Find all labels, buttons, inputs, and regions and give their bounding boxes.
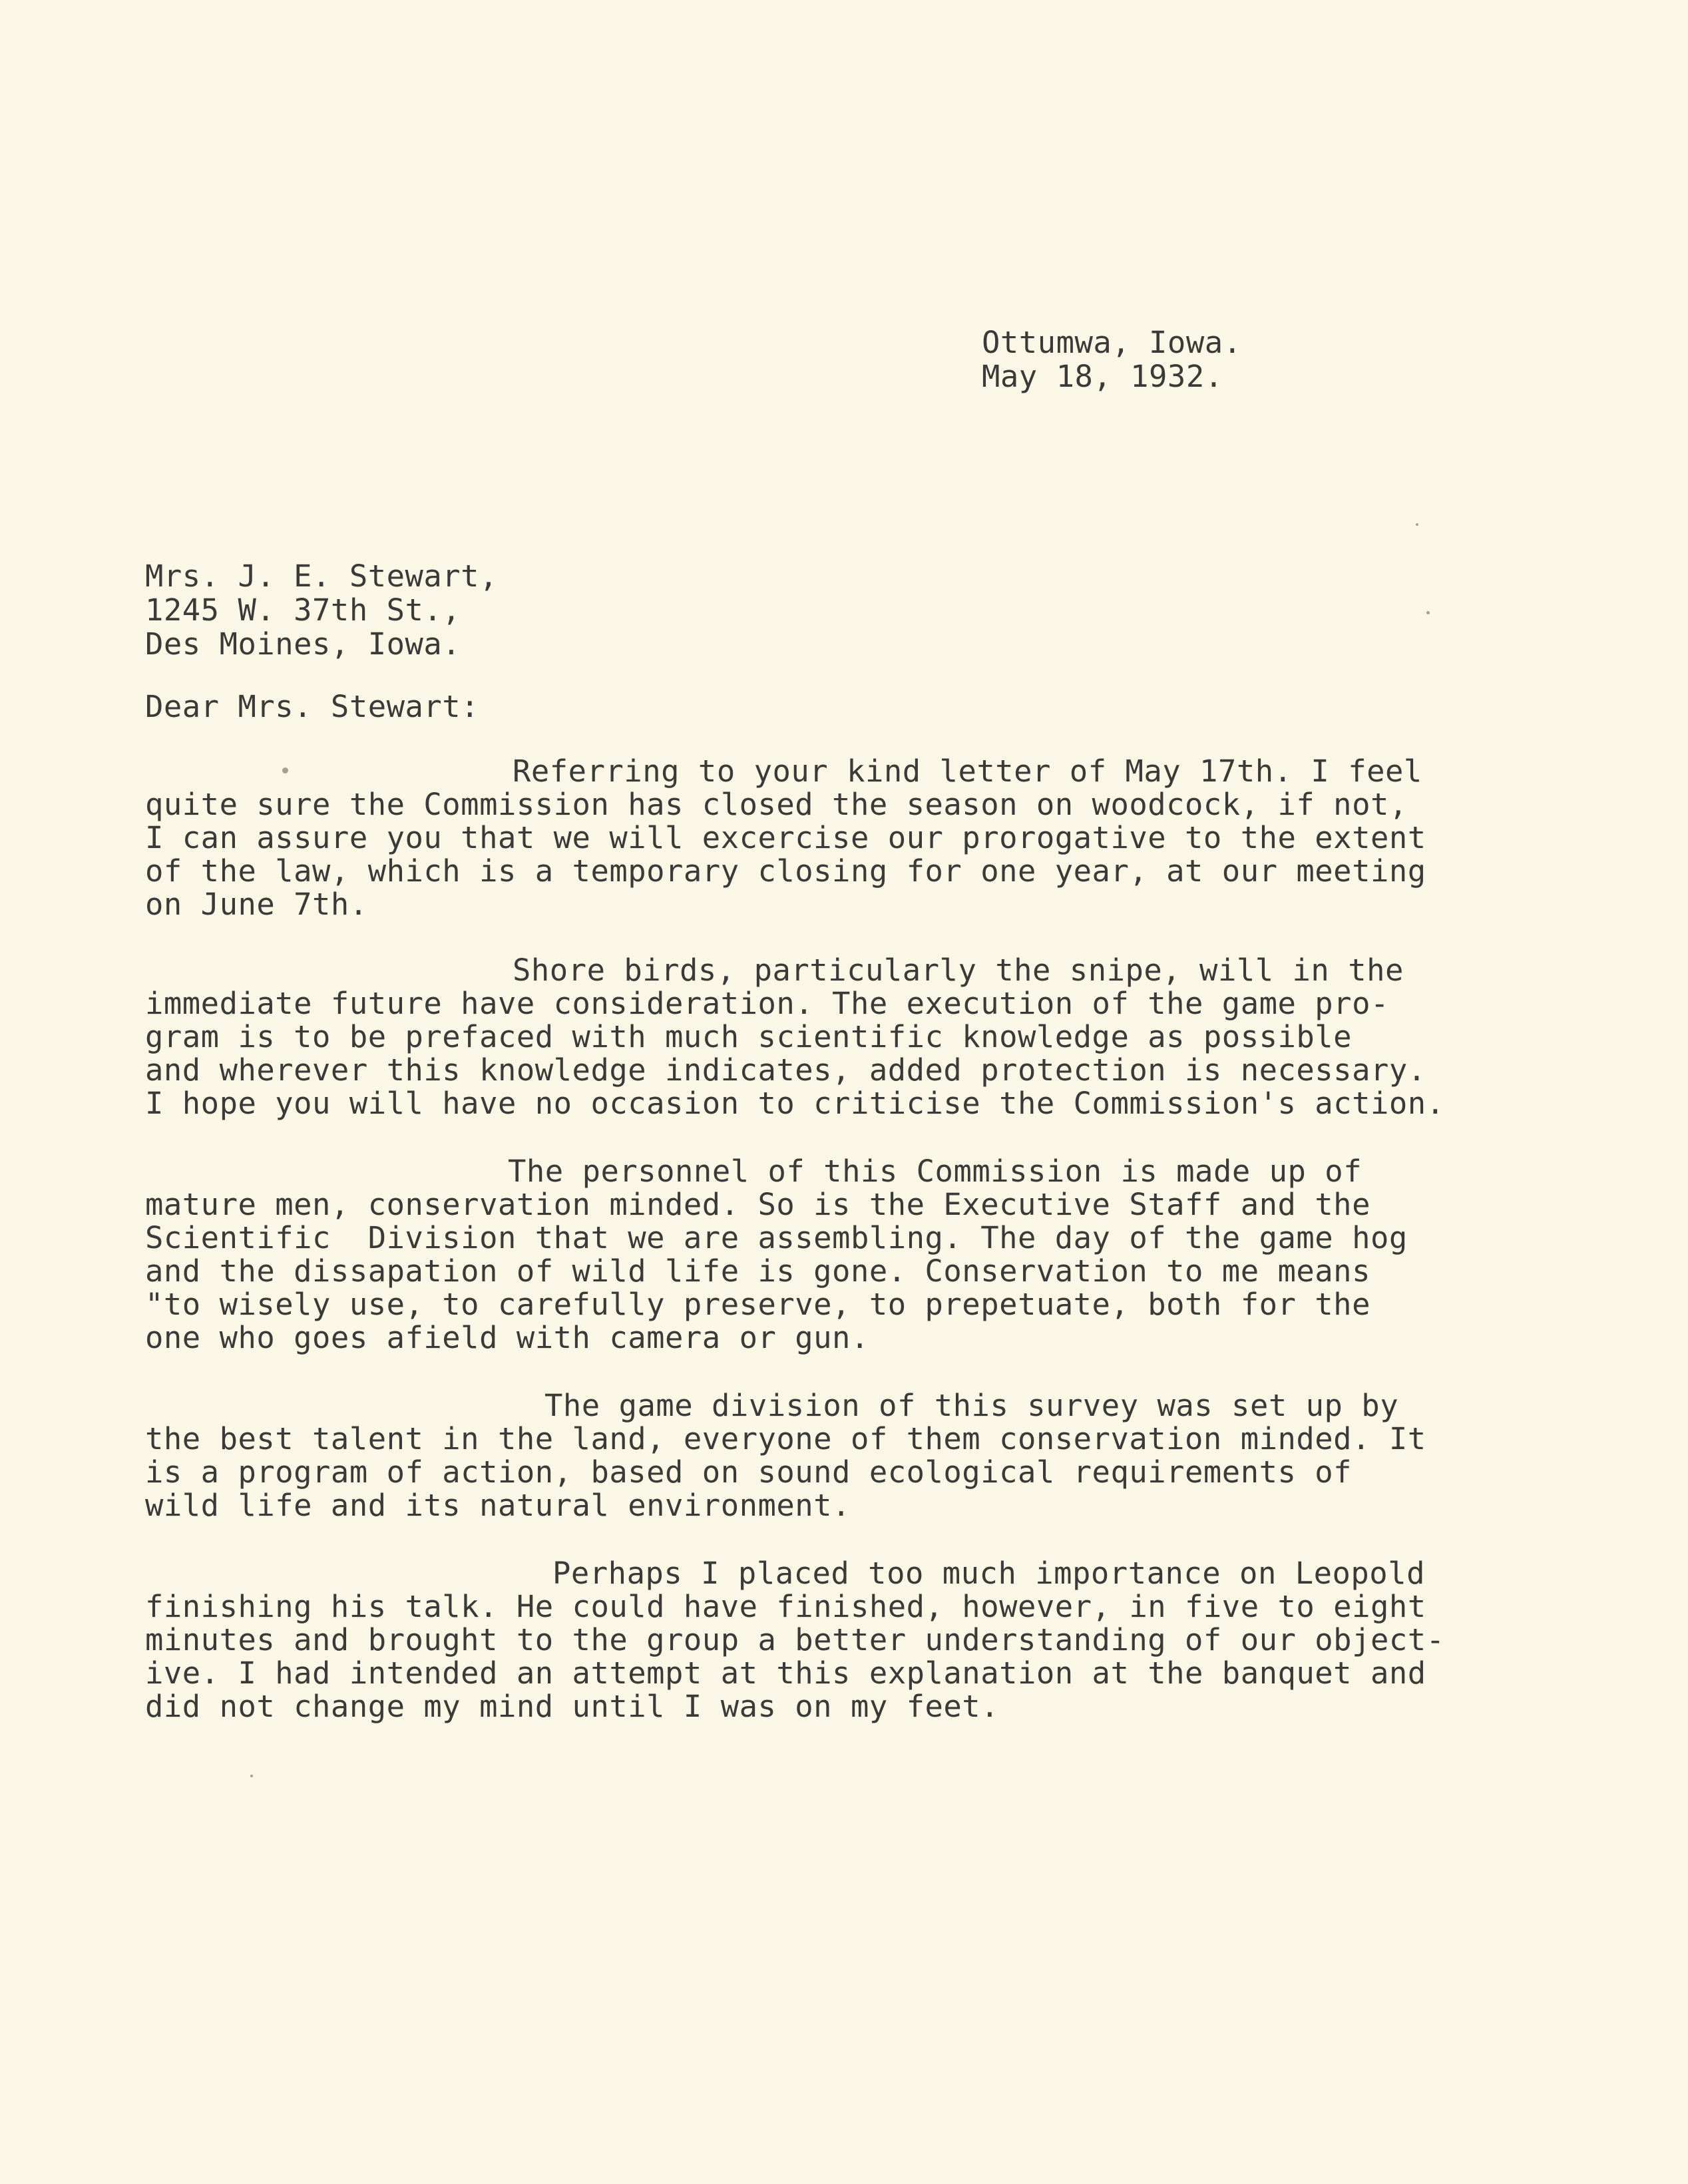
paragraph-line: and the dissapation of wild life is gone. Conservation to me means [145, 1253, 1371, 1289]
paragraph-line: one who goes afield with camera or gun. [145, 1320, 869, 1355]
paragraph-line: immediate future have consideration. The execution of the game pro- [145, 986, 1389, 1021]
paragraph-line: is a program of action, based on sound ecological requirements of [145, 1454, 1353, 1490]
recipient-name: Mrs. J. E. Stewart, [145, 558, 498, 594]
paragraph-line: gram is to be prefaced with much scientific knowledge as possible [145, 1019, 1353, 1054]
paragraph-line: ive. I had intended an attempt at this explanation at the banquet and [145, 1655, 1426, 1691]
paragraph-line: Scientific Division that we are assembling. The day of the game hog [145, 1220, 1408, 1255]
paragraph-line: "to wisely use, to carefully preserve, to prepetuate, both for the [145, 1287, 1371, 1322]
salutation: Dear Mrs. Stewart: [145, 689, 480, 724]
paragraph-line: and wherever this knowledge indicates, added protection is necessary. [145, 1052, 1426, 1088]
paragraph-line: of the law, which is a temporary closing for one year, at our meeting [145, 853, 1426, 889]
paragraph-line: I hope you will have no occasion to criticise the Commission's action. [145, 1086, 1445, 1121]
place-line: Ottumwa, Iowa. [982, 325, 1242, 360]
paragraph-line: finishing his talk. He could have finished, however, in five to eight [145, 1589, 1426, 1624]
date-line: May 18, 1932. [982, 359, 1223, 394]
paper-speck [250, 1775, 253, 1777]
paragraph-line: mature men, conservation minded. So is the Executive Staff and the [145, 1187, 1371, 1222]
paper-speck [1426, 611, 1430, 614]
recipient-city: Des Moines, Iowa. [145, 626, 461, 662]
paragraph-line: quite sure the Commission has closed the season on woodcock, if not, [145, 787, 1408, 822]
paragraph-line: The personnel of this Commission is made up of [508, 1154, 1363, 1189]
paragraph-line: Shore birds, particularly the snipe, will in the [513, 953, 1404, 988]
paragraph-line: I can assure you that we will excercise our prorogative to the extent [145, 820, 1426, 855]
paragraph-line: did not change my mind until I was on my feet. [145, 1689, 1000, 1724]
recipient-street: 1245 W. 37th St., [145, 592, 461, 628]
paper-speck [1416, 523, 1418, 526]
paper-speck [282, 767, 288, 773]
paragraph-line: on June 7th. [145, 887, 368, 922]
paragraph-line: Referring to your kind letter of May 17th. I feel [513, 754, 1422, 789]
paragraph-line: Perhaps I placed too much importance on Leopold [552, 1556, 1425, 1591]
paragraph-line: the best talent in the land, everyone of them conservation minded. It [145, 1421, 1426, 1456]
paragraph-line: wild life and its natural environment. [145, 1488, 851, 1523]
paragraph-line: The game division of this survey was set up by [544, 1388, 1399, 1423]
paragraph-line: minutes and brought to the group a better understanding of our object- [145, 1622, 1445, 1657]
